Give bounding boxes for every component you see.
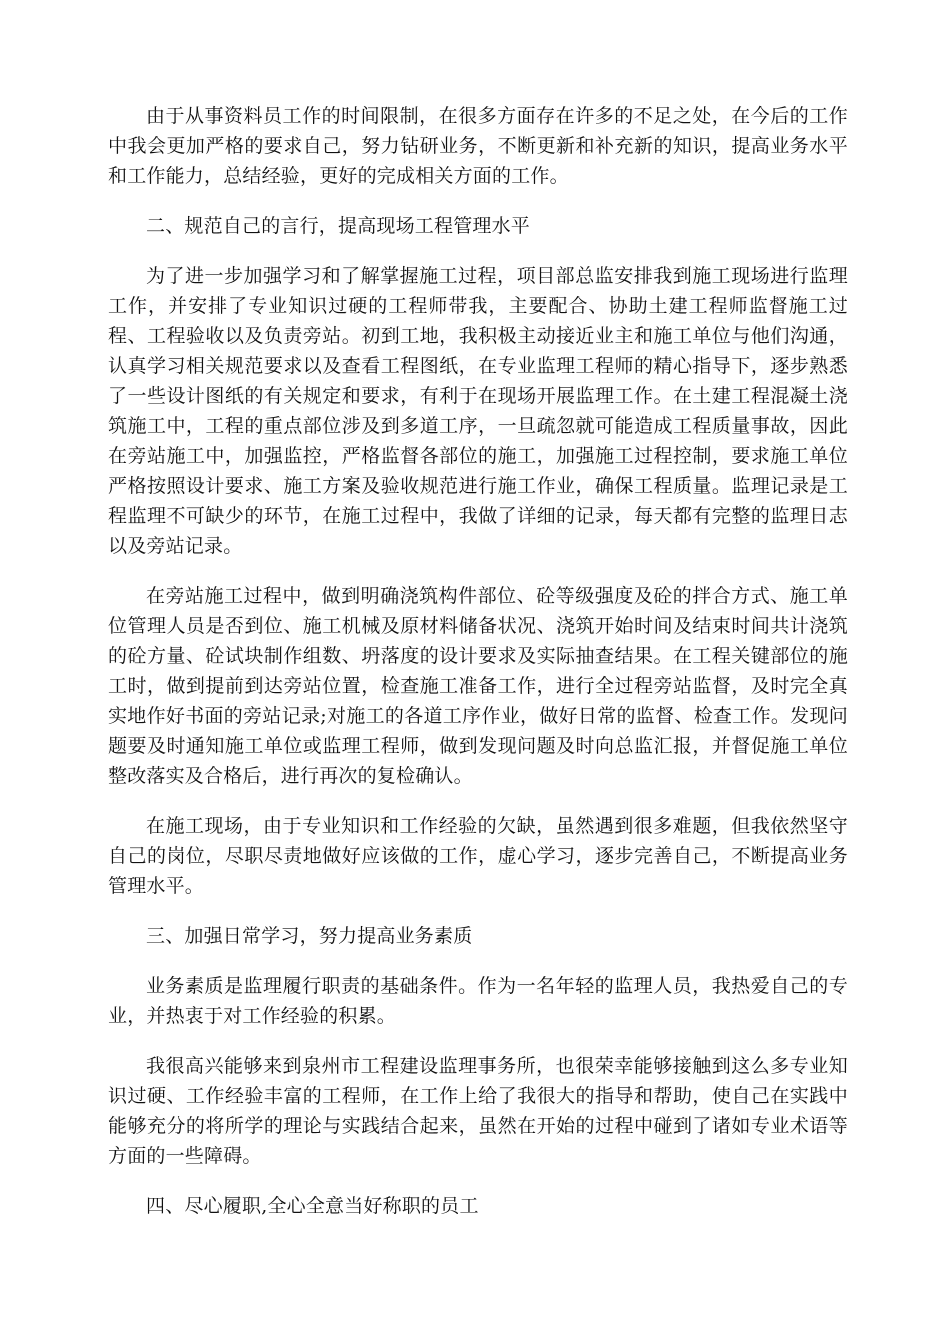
paragraph-gratitude: 我很高兴能够来到泉州市工程建设监理事务所，也很荣幸能够接触到这么多专业知识过硬、工作经验丰富的工程师，在工作上给了我很大的指导和帮助，使自己在实践中能够充分的将所学的理论与实践结合起来，虽然在开始的过程中碰到了诸如专业术语等方面的一些障碍。	[108, 1055, 848, 1167]
document-body	[108, 101, 848, 1241]
paragraph-professional-quality: 业务素质是监理履行职责的基础条件。作为一名年轻的监理人员，我热爱自己的专业，并热衷于对工作经验的积累。	[108, 975, 848, 1027]
section-heading-4: 四、尽心履职,全心全意当好称职的员工	[146, 1195, 479, 1217]
paragraph-data-staff-reflection: 由于从事资料员工作的时间限制，在很多方面存在许多的不足之处，在今后的工作中我会更加严格的要求自己，努力钻研业务，不断更新和补充新的知识，提高业务水平和工作能力，总结经验，更好的完成相关方面的工作。	[108, 105, 848, 187]
paragraph-side-station: 在旁站施工过程中，做到明确浇筑构件部位、砼等级强度及砼的拌合方式、施工单位管理人员是否到位、施工机械及原材料储备状况、浇筑开始时间及结束时间共计浇筑的砼方量、砼试块制作组数、坍落度的设计要求及实际抽查结果。在工程关键部位的施工时，做到提前到达旁站位置，检查施工准备工作，进行全过程旁站监督，及时完全真实地作好书面的旁站记录;对施工的各道工序作业，做好日常的监督、检查工作。发现问题要及时通知施工单位或监理工程师，做到发现问题及时向总监汇报，并督促施工单位整改落实及合格后，进行再次的复检确认。	[108, 585, 848, 787]
paragraph-on-site-experience: 在施工现场，由于专业知识和工作经验的欠缺，虽然遇到很多难题，但我依然坚守自己的岗位，尽职尽责地做好应该做的工作，虚心学习，逐步完善自己，不断提高业务管理水平。	[108, 815, 848, 897]
paragraph-site-supervision: 为了进一步加强学习和了解掌握施工过程，项目部总监安排我到施工现场进行监理工作，并安排了专业知识过硬的工程师带我，主要配合、协助土建工程师监督施工过程、工程验收以及负责旁站。初到工地，我积极主动接近业主和施工单位与他们沟通，认真学习相关规范要求以及查看工程图纸，在专业监理工程师的精心指导下，逐步熟悉了一些设计图纸的有关规定和要求，有利于在现场开展监理工作。在土建工程混凝土浇筑施工中，工程的重点部位涉及到多道工序，一旦疏忽就可能造成工程质量事故，因此在旁站施工中，加强监控，严格监督各部位的施工，加强施工过程控制，要求施工单位严格按照设计要求、施工方案及验收规范进行施工作业，确保工程质量。监理记录是工程监理不可缺少的环节，在施工过程中，我做了详细的记录，每天都有完整的监理日志以及旁站记录。	[108, 265, 848, 557]
section-heading-3: 三、加强日常学习，努力提高业务素质	[146, 925, 473, 947]
section-heading-2: 二、规范自己的言行，提高现场工程管理水平	[146, 215, 531, 237]
